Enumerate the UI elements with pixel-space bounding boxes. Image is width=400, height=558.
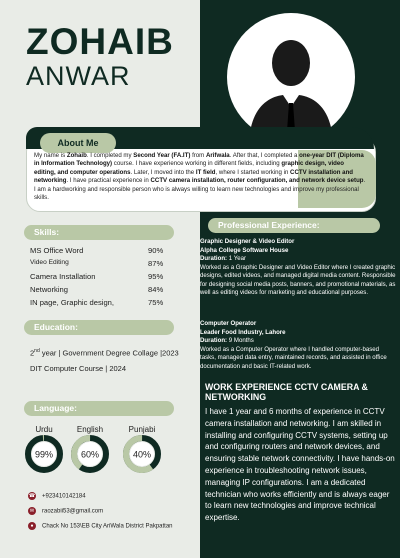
job-1-duration [200,255,396,264]
language-header: Language: [24,401,174,416]
education-item [30,348,195,358]
skill-percent: 95% [148,272,164,281]
language-name: Punjabi [128,425,156,434]
job-1-desc: Worked as a Graphic Designer and Video Editor where I created graphic designs, edited videos, and managed digital media content. Responsible for designing social media posts, banners, and promotional materials, as well as editing videos for marketing and educational purposes. [200,263,396,296]
about-text-segment: course. I have experience working in different fields, including [112,160,282,168]
email-text: raozabii53@gmail.com [42,508,104,515]
skill-name: Camera Installation [30,272,96,281]
about-text-segment: . I completed my [86,152,134,159]
about-text-segment: . I have practical experience in [66,177,151,185]
language-item [122,425,162,479]
language-item [70,425,110,479]
about-text [34,152,366,202]
person-silhouette-icon [227,13,355,141]
about-text-segment: . I am a hardworking and responsible person who is always willing to learn new technologies and improve my professional skills. [34,177,366,202]
skill-row [30,285,170,297]
about-text-segment: Second Year (FA.IT) [133,152,191,159]
education-item1-text: year | Government Degree Collage |2023 [39,348,179,358]
skill-name: MS Office Word [30,246,84,255]
email-icon: ✉ [29,508,35,514]
about-text-segment: CCTV camera installation, router configuration, and network device setup [150,177,364,185]
language-percent: 99% [34,449,54,460]
skill-percent: 87% [148,259,164,268]
job-2-duration [200,337,396,346]
skill-row [30,259,170,271]
language-ring [70,434,110,474]
skill-percent: 90% [148,246,164,255]
about-title: About Me [40,133,116,153]
job-1 [200,238,396,298]
job-2 [200,320,396,371]
location-icon: ● [28,522,36,530]
job-1-duration-value: 1 Year [227,255,247,262]
phone-text: +923410142184 [42,493,86,500]
education-year-num: 2 [30,348,35,358]
about-text-segment: CCTV installation and networking [34,168,354,185]
about-text-segment: graphic design, video editing, and computer operations [34,160,345,176]
about-text-segment: . After that, I completed a [229,152,300,159]
about-text-segment: , where I started working in [215,168,291,176]
language-percent: 60% [80,449,100,460]
education-header: Education: [24,320,174,335]
job-2-role: Computer Operator [200,320,257,327]
about-text-segment: from [190,152,206,159]
cctv-text: I have 1 year and 6 months of experience in CCTV camera installation and networking. I am skilled in installing and configuring CCTV systems, setting up and configuring routers and network devices, and ensuring stable network connectivity. I have hands-on experience in troubleshooting network issues, managing IP configurations. I am a dedicated technician who works efficiently and is always eager to learn new technologies and improve technical expertise. [205,407,395,523]
skill-name: IN page, Graphic design, [30,298,115,307]
education-year-sup: nd [34,348,40,354]
job-2-duration-label: Duration: [200,337,228,344]
skills-header: Skills: [24,225,174,240]
language-percent: 40% [132,449,152,460]
skill-name: Video Editing [30,259,69,266]
address-text: Chack No 153\EB City AriWala District Pakpattan [42,523,173,530]
cctv-title: WORK EXPERIENCE CCTV CAMERA & NETWORKING [205,382,368,402]
language-ring [122,434,162,474]
about-text-segment: IT field [195,168,216,176]
job-2-duration-value: 9 Months [227,337,254,344]
experience-header: Professional Experience: [208,218,380,233]
language-item [24,425,64,479]
first-name: ZOHAIB [26,21,174,62]
job-1-org: Alpha College Software House [200,246,289,254]
about-text-segment: Zohaib [66,152,87,159]
education-item: DIT Computer Course | 2024 [30,364,127,373]
skill-percent: 84% [148,285,164,294]
about-text-segment: . Later, I moved into the [130,168,196,176]
language-name: Urdu [35,425,53,434]
contact-phone [28,492,86,501]
about-text-segment: My name is [34,152,67,159]
language-name: English [76,425,104,434]
about-text-segment: Arifwala [205,152,230,159]
profile-avatar [227,13,355,141]
phone-icon: ☎ [28,493,36,499]
about-text-segment: one-year DIT (Diploma in Information Technology) [34,152,364,168]
language-ring [24,434,64,474]
skill-percent: 75% [148,298,164,307]
skill-row [30,272,170,284]
last-name: ANWAR [26,61,131,91]
contact-email [28,507,103,516]
skill-row [30,246,170,258]
skill-name: Networking [30,285,68,294]
skill-row [30,298,170,310]
job-1-duration-label: Duration: [200,255,228,262]
contact-address [28,522,173,531]
job-2-desc: Worked as a Computer Operator where I handled computer-based tasks, managed data entry, maintained records, and assisted in office documentation and basic IT-related work. [200,345,387,370]
job-1-role: Graphic Designer & Video Editor [200,238,295,245]
job-2-org: Leader Food Industry, Lahore [200,328,286,336]
